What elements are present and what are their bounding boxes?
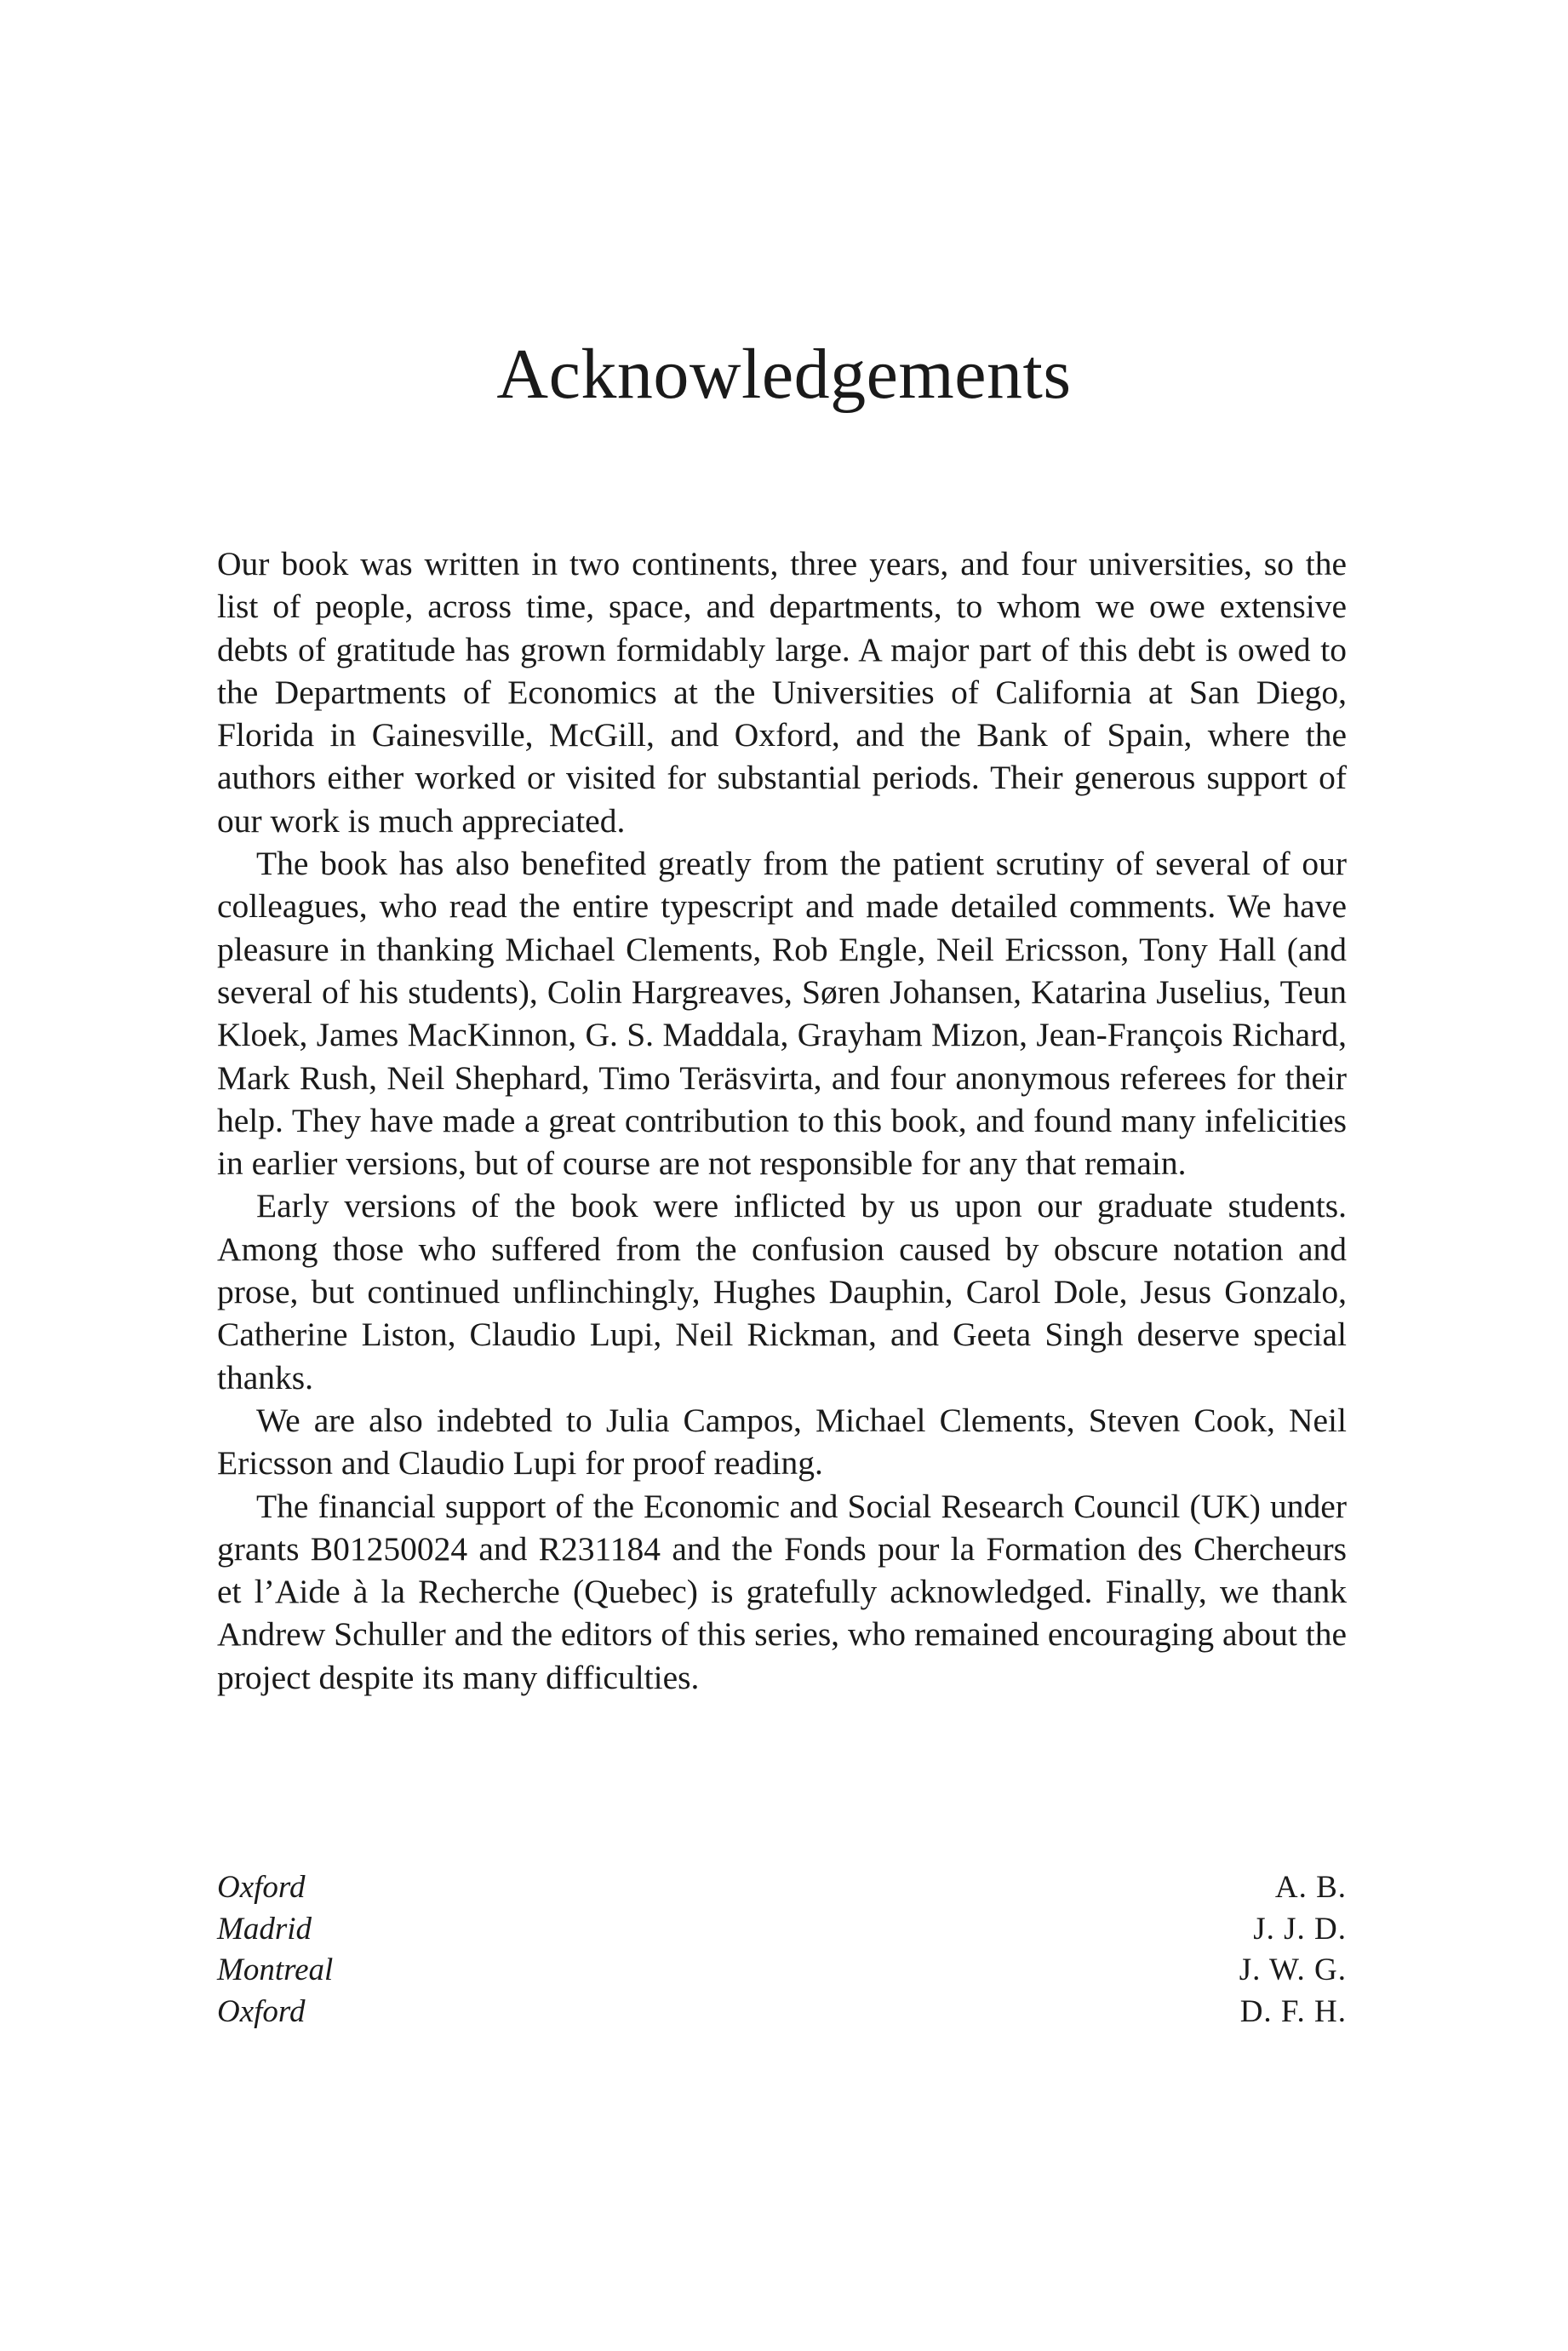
paragraph-3: Early versions of the book were inflicted by us upon our graduate students. Among those who suffered from the confusion caused by obscure notation and prose, but continued unflinchingly, Hughes Dauphin, Carol Dole, Jesus Gonzalo, Catherine Liston, Claudio Lupi, Neil Rickman, and Geeta Singh deserve special thanks.: [217, 1187, 1347, 1396]
page-title: Acknowledgements: [496, 335, 1072, 414]
signoff-place: Madrid: [217, 1911, 312, 1947]
signoff-initials: D. F. H.: [1239, 1993, 1347, 2029]
signoff-place: Oxford: [217, 1993, 306, 2029]
signoff-initials: A. B.: [1274, 1870, 1347, 1905]
signoff-initials: J. J. D.: [1253, 1911, 1347, 1947]
signoff-row: [217, 1950, 1347, 1992]
author-signoff: [217, 1867, 1347, 2033]
signoff-place: Montreal: [217, 1952, 334, 1987]
signoff-place: Oxford: [217, 1870, 306, 1905]
signoff-initials: J. W. G.: [1239, 1952, 1347, 1987]
acknowledgements-body: [217, 542, 1347, 1699]
signoff-row: [217, 1867, 1347, 1909]
paragraph-2: The book has also benefited greatly from the patient scrutiny of several of our colleagues, who read the entire typescript and made detailed comments. We have pleasure in thanking Michael Clements, Rob Engle, Neil Ericsson, Tony Hall (and several of his students), Colin Hargreaves, Søren Johansen, Katarina Juselius, Teun Kloek, James MacKinnon, G. S. Maddala, Grayham Mizon, Jean-François Richard, Mark Rush, Neil Shephard, Timo Teräsvirta, and four anonymous referees for their help. They have made a great contribution to this book, and found many infelicities in earlier versions, but of course are not responsible for any that remain.: [217, 845, 1347, 1183]
paragraph-1: Our book was written in two continents, three years, and four universities, so the list of people, across time, space, and departments, to whom we owe extensive debts of gratitude has grown formidably large. A major part of this debt is owed to the Departments of Economics at the Universities of California at San Diego, Florida in Gainesville, McGill, and Oxford, and the Bank of Spain, where the authors either worked or visited for substantial periods. Their generous support of our work is much appreciated.: [217, 545, 1347, 840]
paragraph-4: We are also indebted to Julia Campos, Michael Clements, Steven Cook, Neil Ericsson and Claudio Lupi for proof reading.: [217, 1401, 1347, 1482]
signoff-row: [217, 1909, 1347, 1951]
signoff-row: [217, 1992, 1347, 2033]
paragraph-5: The financial support of the Economic and Social Research Council (UK) under grants B01250024 and R231184 and the Fonds pour la Formation des Chercheurs et l’Aide à la Recherche (Quebec) is gratefully acknowledged. Finally, we thank Andrew Schuller and the editors of this series, who remained encouraging about the project despite its many difficulties.: [217, 1487, 1347, 1696]
